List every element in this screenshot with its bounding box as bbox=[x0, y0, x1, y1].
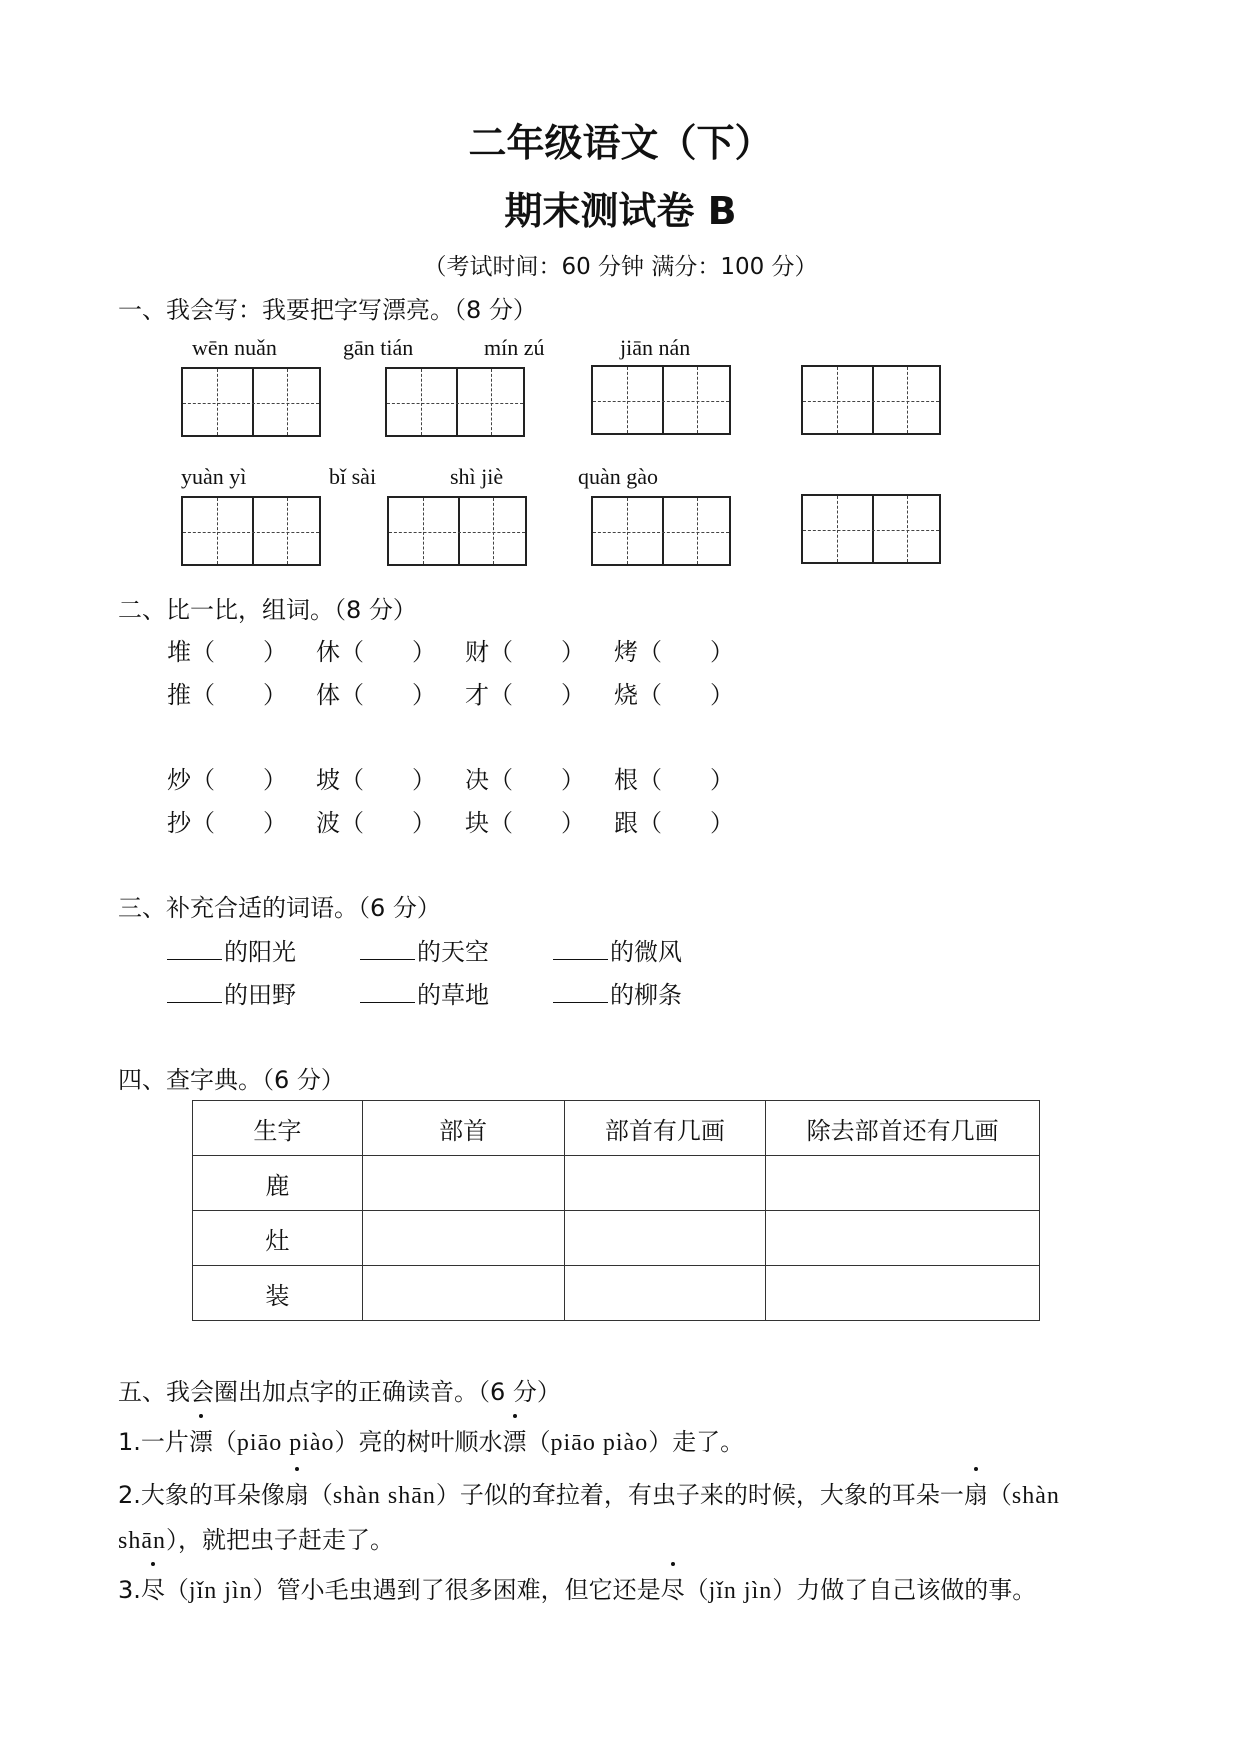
writing-grid-8[interactable] bbox=[801, 494, 941, 564]
pinyin-options[interactable]: shàn bbox=[1011, 1483, 1060, 1509]
dotted-char: 漂 bbox=[189, 1422, 213, 1457]
table-cell[interactable] bbox=[362, 1266, 564, 1321]
dictionary-table bbox=[192, 1100, 1040, 1321]
compare-item: 才（ ） bbox=[465, 681, 585, 709]
pinyin-options[interactable]: shān bbox=[118, 1528, 166, 1554]
table-cell[interactable] bbox=[766, 1156, 1040, 1211]
pinyin-5: yuàn yì bbox=[181, 464, 247, 489]
table-header-row bbox=[193, 1101, 1040, 1156]
dotted-char: 扇 bbox=[964, 1475, 988, 1510]
section-2-heading: 二、比一比，组词。（8 分） bbox=[118, 596, 417, 624]
column-header: 部首有几画 bbox=[564, 1101, 766, 1156]
pinyin-6: bǐ sài bbox=[329, 464, 377, 489]
writing-grid-5[interactable] bbox=[181, 496, 321, 566]
pinyin-4: jiān nán bbox=[620, 335, 691, 360]
compare-item: 休（ ） bbox=[316, 638, 436, 666]
compare-item: 体（ ） bbox=[316, 681, 436, 709]
section-4-heading: 四、查字典。（6 分） bbox=[118, 1066, 345, 1094]
column-header: 生字 bbox=[193, 1101, 363, 1156]
writing-grid-7[interactable] bbox=[591, 496, 731, 566]
compare-item: 坡（ ） bbox=[316, 766, 436, 794]
compare-item: 堆（ ） bbox=[167, 638, 287, 666]
pinyin-3: mín zú bbox=[484, 335, 545, 360]
fill-item[interactable]: 的田野 bbox=[167, 975, 296, 1010]
dotted-char: 漂 bbox=[503, 1422, 527, 1457]
section-1-heading: 一、我会写：我要把字写漂亮。（8 分） bbox=[118, 296, 537, 324]
question-5-2: 2.大象的耳朵像扇（shàn shān）子似的耷拉着，有虫子来的时候，大象的耳朵一扇（shàn bbox=[118, 1475, 1060, 1510]
table-cell[interactable] bbox=[564, 1266, 766, 1321]
dotted-char: 尽 bbox=[141, 1570, 165, 1605]
compare-item: 财（ ） bbox=[465, 638, 585, 666]
pinyin-options[interactable]: piāo piào bbox=[550, 1430, 649, 1456]
pinyin-options[interactable]: jǐn jìn bbox=[708, 1578, 773, 1604]
writing-grid-1[interactable] bbox=[181, 367, 321, 437]
table-row bbox=[193, 1211, 1040, 1266]
table-cell[interactable] bbox=[362, 1211, 564, 1266]
column-header: 部首 bbox=[362, 1101, 564, 1156]
exam-info: （考试时间：60 分钟 满分：100 分） bbox=[423, 254, 818, 280]
compare-item: 烧（ ） bbox=[614, 681, 734, 709]
compare-item: 根（ ） bbox=[614, 766, 734, 794]
pinyin-1: wēn nuǎn bbox=[192, 335, 277, 360]
pinyin-options[interactable]: piāo piào bbox=[236, 1430, 335, 1456]
compare-item: 块（ ） bbox=[465, 809, 585, 837]
table-cell[interactable] bbox=[564, 1156, 766, 1211]
question-5-2-cont: shān），就把虫子赶走了。 bbox=[118, 1526, 394, 1554]
pinyin-2: gān tián bbox=[343, 335, 414, 360]
table-cell[interactable] bbox=[766, 1211, 1040, 1266]
fill-item[interactable]: 的天空 bbox=[360, 932, 489, 967]
fill-item[interactable]: 的柳条 bbox=[553, 975, 682, 1010]
writing-grid-6[interactable] bbox=[387, 496, 527, 566]
compare-item: 波（ ） bbox=[316, 809, 436, 837]
title-line-1: 二年级语文（下） bbox=[468, 121, 773, 165]
column-header: 除去部首还有几画 bbox=[766, 1101, 1040, 1156]
table-row bbox=[193, 1266, 1040, 1321]
compare-item: 跟（ ） bbox=[614, 809, 734, 837]
dotted-char: 扇 bbox=[285, 1475, 309, 1510]
table-cell-char: 装 bbox=[193, 1266, 363, 1321]
table-cell[interactable] bbox=[362, 1156, 564, 1211]
table-cell-char: 鹿 bbox=[193, 1156, 363, 1211]
fill-item[interactable]: 的草地 bbox=[360, 975, 489, 1010]
fill-item[interactable]: 的阳光 bbox=[167, 932, 296, 967]
table-row bbox=[193, 1156, 1040, 1211]
writing-grid-2[interactable] bbox=[385, 367, 525, 437]
pinyin-options[interactable]: shàn shān bbox=[332, 1483, 436, 1509]
compare-item: 抄（ ） bbox=[167, 809, 287, 837]
compare-item: 烤（ ） bbox=[614, 638, 734, 666]
question-5-3: 3.尽（jǐn jìn）管小毛虫遇到了很多困难，但它还是尽（jǐn jìn）力做了自己该做的事。 bbox=[118, 1570, 1036, 1605]
table-cell[interactable] bbox=[766, 1266, 1040, 1321]
compare-item: 决（ ） bbox=[465, 766, 585, 794]
table-cell[interactable] bbox=[564, 1211, 766, 1266]
table-cell-char: 灶 bbox=[193, 1211, 363, 1266]
fill-item[interactable]: 的微风 bbox=[553, 932, 682, 967]
compare-item: 炒（ ） bbox=[167, 766, 287, 794]
title-line-2: 期末测试卷 B bbox=[504, 189, 737, 233]
pinyin-7: shì jiè bbox=[450, 464, 504, 489]
pinyin-options[interactable]: jǐn jìn bbox=[188, 1578, 253, 1604]
compare-item: 推（ ） bbox=[167, 681, 287, 709]
writing-grid-4[interactable] bbox=[801, 365, 941, 435]
question-5-1: 1.一片漂（piāo piào）亮的树叶顺水漂（piāo piào）走了。 bbox=[118, 1422, 744, 1457]
dotted-char: 尽 bbox=[661, 1570, 685, 1605]
writing-grid-3[interactable] bbox=[591, 365, 731, 435]
section-5-heading: 五、我会圈出加点字的正确读音。（6 分） bbox=[118, 1378, 561, 1406]
pinyin-8: quàn gào bbox=[578, 464, 659, 489]
section-3-heading: 三、补充合适的词语。（6 分） bbox=[118, 894, 441, 922]
